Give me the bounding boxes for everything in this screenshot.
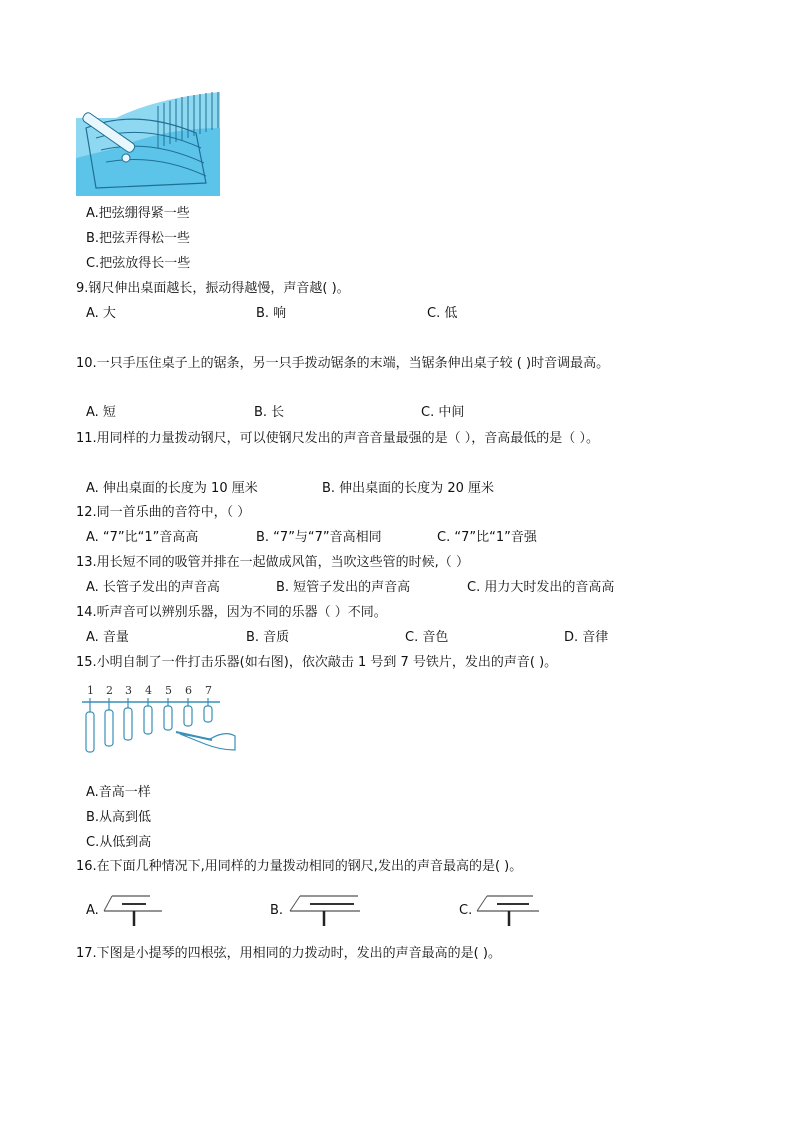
bar-label-6: 6 xyxy=(185,684,192,697)
q12-option-b[interactable]: B. “7”与“7”音高相同 xyxy=(256,530,382,545)
q12-option-c[interactable]: C. “7”比“1”音强 xyxy=(437,530,537,545)
bar-label-2: 2 xyxy=(106,684,113,697)
q9-stem: 9.钢尺伸出桌面越长，振动得越慢，声音越( )。 xyxy=(76,281,350,296)
q9-option-c[interactable]: C. 低 xyxy=(427,306,458,321)
q16-option-c[interactable] xyxy=(459,886,549,926)
q8-option-a[interactable]: A.把弦绷得紧一些 xyxy=(86,206,190,221)
q14-option-c[interactable]: C. 音色 xyxy=(405,630,449,645)
q10-option-a[interactable]: A. 短 xyxy=(86,405,116,420)
bar-label-5: 5 xyxy=(165,684,172,697)
zither-illustration xyxy=(76,88,220,196)
q13-option-a[interactable]: A. 长管子发出的声音高 xyxy=(86,580,220,595)
q16-option-b-label: B. xyxy=(270,903,284,918)
q16-option-b[interactable] xyxy=(270,886,370,926)
q15-option-c[interactable]: C.从低到高 xyxy=(86,835,152,850)
q12-stem: 12.同一首乐曲的音符中，（ ） xyxy=(76,505,251,520)
q9-option-b[interactable]: B. 响 xyxy=(256,306,287,321)
q12-option-a[interactable]: A. “7”比“1”音高高 xyxy=(86,530,199,545)
q15-stem: 15.小明自制了一件打击乐器(如右图)，依次敲击 1 号到 7 号铁片，发出的声音( )。 xyxy=(76,655,558,670)
q11-option-a[interactable]: A. 伸出桌面的长度为 10 厘米 xyxy=(86,481,258,496)
q13-option-b[interactable]: B. 短管子发出的声音高 xyxy=(276,580,411,595)
q16-option-a[interactable] xyxy=(86,886,176,926)
q11-stem: 11.用同样的力量拨动钢尺，可以使钢尺发出的声音音量最强的是（ ），音高最低的是（ ）。 xyxy=(76,431,599,446)
percussion-figure xyxy=(80,684,236,756)
q13-stem: 13.用长短不同的吸管并排在一起做成风笛，当吹这些管的时候,（ ） xyxy=(76,555,469,570)
q8-option-c[interactable]: C.把弦放得长一些 xyxy=(86,256,191,271)
q14-option-a[interactable]: A. 音量 xyxy=(86,630,129,645)
bar-label-3: 3 xyxy=(125,684,132,697)
ruler-medium-icon xyxy=(475,886,547,926)
q14-stem: 14.听声音可以辨别乐器，因为不同的乐器（ ）不同。 xyxy=(76,605,387,620)
bar-label-1: 1 xyxy=(87,684,94,697)
q10-option-c[interactable]: C. 中间 xyxy=(421,405,465,420)
q9-option-a[interactable]: A. 大 xyxy=(86,306,116,321)
q10-option-b[interactable]: B. 长 xyxy=(254,405,285,420)
q17-stem: 17.下图是小提琴的四根弦，用相同的力拨动时，发出的声音最高的是( )。 xyxy=(76,946,501,961)
q11-option-b[interactable]: B. 伸出桌面的长度为 20 厘米 xyxy=(322,481,494,496)
q10-stem: 10.一只手压住桌子上的锯条，另一只手拨动锯条的末端，当锯条伸出桌子较 ( )时音调最高。 xyxy=(76,356,610,371)
q16-option-c-label: C. xyxy=(459,903,473,918)
zither-drawing xyxy=(76,88,220,196)
ruler-short-icon xyxy=(102,886,172,926)
q16-option-a-label: A. xyxy=(86,903,99,918)
q14-option-d[interactable]: D. 音律 xyxy=(564,630,609,645)
bar-label-7: 7 xyxy=(205,684,212,697)
q15-option-b[interactable]: B.从高到低 xyxy=(86,810,152,825)
ruler-long-icon xyxy=(288,886,368,926)
q15-option-a[interactable]: A.音高一样 xyxy=(86,785,151,800)
q16-stem: 16.在下面几种情况下,用同样的力量拨动相同的钢尺,发出的声音最高的是( )。 xyxy=(76,859,523,874)
bar-label-4: 4 xyxy=(145,684,152,697)
q8-option-b[interactable]: B.把弦弄得松一些 xyxy=(86,231,191,246)
q14-option-b[interactable]: B. 音质 xyxy=(246,630,290,645)
q13-option-c[interactable]: C. 用力大时发出的音高高 xyxy=(467,580,615,595)
